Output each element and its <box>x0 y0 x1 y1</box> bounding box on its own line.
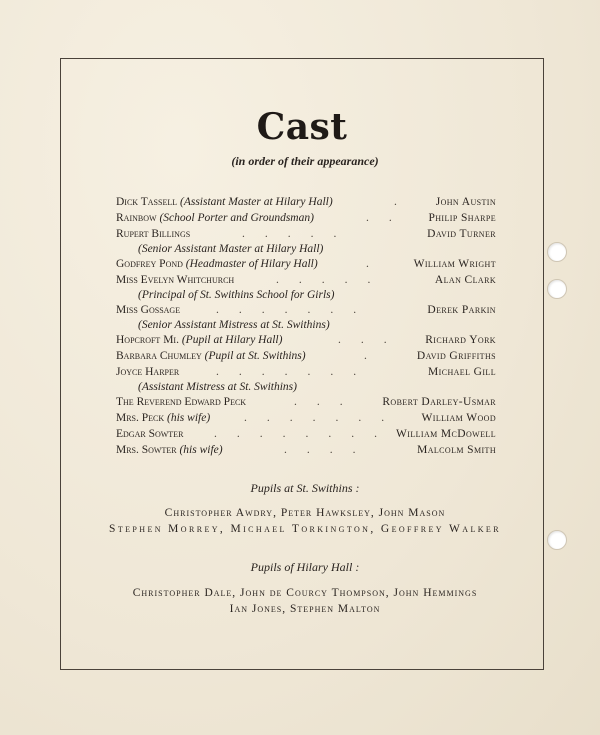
role-name: Edgar Sowter <box>116 428 184 440</box>
role-name: Miss Evelyn Whitchurch <box>116 274 235 286</box>
role-description: (Principal of St. Swithins School for Girls) <box>138 289 335 301</box>
role-name: Dick Tassell (Assistant Master at Hilary Hall) <box>116 196 333 208</box>
role-name: Mrs. Peck (his wife) <box>116 412 211 424</box>
actor-name: David Griffiths <box>416 350 496 362</box>
leader-dots: ... <box>338 334 407 346</box>
cast-row <box>116 304 496 336</box>
leader-dots: ... <box>294 396 363 408</box>
cast-row <box>116 274 496 306</box>
actor-name: Richard York <box>425 334 496 346</box>
role-name: The Reverend Edward Peck <box>116 396 247 408</box>
role-name: Hopcroft Mi. (Pupil at Hilary Hall) <box>116 334 283 346</box>
leader-dots: . <box>364 350 387 362</box>
leader-dots: .. <box>366 212 412 224</box>
actor-name: Alan Clark <box>434 274 496 286</box>
punch-hole <box>547 242 567 262</box>
actor-name: Michael Gill <box>428 366 496 378</box>
section-heading-st-swithins: Pupils at St. Swithins : <box>250 481 360 495</box>
role-name: Godfrey Pond (Headmaster of Hilary Hall) <box>116 258 318 270</box>
actor-name: Derek Parkin <box>427 304 496 316</box>
leader-dots: ....... <box>216 366 377 378</box>
page-border <box>60 58 544 670</box>
cast-row <box>116 228 496 260</box>
role-description: (Senior Assistant Master at Hilary Hall) <box>138 243 324 255</box>
role-name: Rainbow (School Porter and Groundsman) <box>116 212 314 224</box>
actor-name: Robert Darley-Usmar <box>382 396 496 408</box>
cast-row <box>116 366 496 398</box>
leader-dots: ....... <box>216 304 377 316</box>
pupils-list: Ian Jones, Stephen Malton <box>229 603 381 615</box>
actor-name: Malcolm Smith <box>417 444 496 456</box>
role-name: Rupert Billings <box>116 228 191 240</box>
actor-name: William McDowell <box>396 428 496 440</box>
role-name: Miss Gossage <box>116 304 181 316</box>
leader-dots: ....... <box>244 412 405 424</box>
actor-name: David Turner <box>427 228 496 240</box>
role-name: Joyce Harper <box>116 366 180 378</box>
leader-dots: . <box>366 258 389 270</box>
actor-name: William Wood <box>421 412 496 424</box>
leader-dots: ..... <box>276 274 391 286</box>
role-description: (Assistant Mistress at St. Swithins) <box>138 381 297 393</box>
actor-name: William Wright <box>413 258 496 270</box>
punch-hole <box>547 530 567 550</box>
page-title: Cast <box>256 106 348 148</box>
leader-dots: ..... <box>242 228 357 240</box>
role-description: (Senior Assistant Mistress at St. Swithins) <box>138 319 330 331</box>
page-subtitle: (in order of their appearance) <box>231 154 379 168</box>
role-name: Barbara Chumley (Pupil at St. Swithins) <box>116 350 306 362</box>
punch-hole <box>547 279 567 299</box>
pupils-list: Christopher Awdry, Peter Hawksley, John Mason <box>164 507 446 519</box>
actor-name: Philip Sharpe <box>428 212 496 224</box>
leader-dots: ........ <box>214 428 397 440</box>
leader-dots: . <box>394 196 417 208</box>
actor-name: John Austin <box>435 196 496 208</box>
pupils-list: Stephen Morrey, Michael Torkington, Geoffrey Walker <box>109 523 501 535</box>
role-name: Mrs. Sowter (his wife) <box>116 444 223 456</box>
pupils-list: Christopher Dale, John de Courcy Thompson, John Hemmings <box>132 587 478 599</box>
section-heading-hilary-hall: Pupils of Hilary Hall : <box>250 560 360 574</box>
leader-dots: .... <box>284 444 376 456</box>
